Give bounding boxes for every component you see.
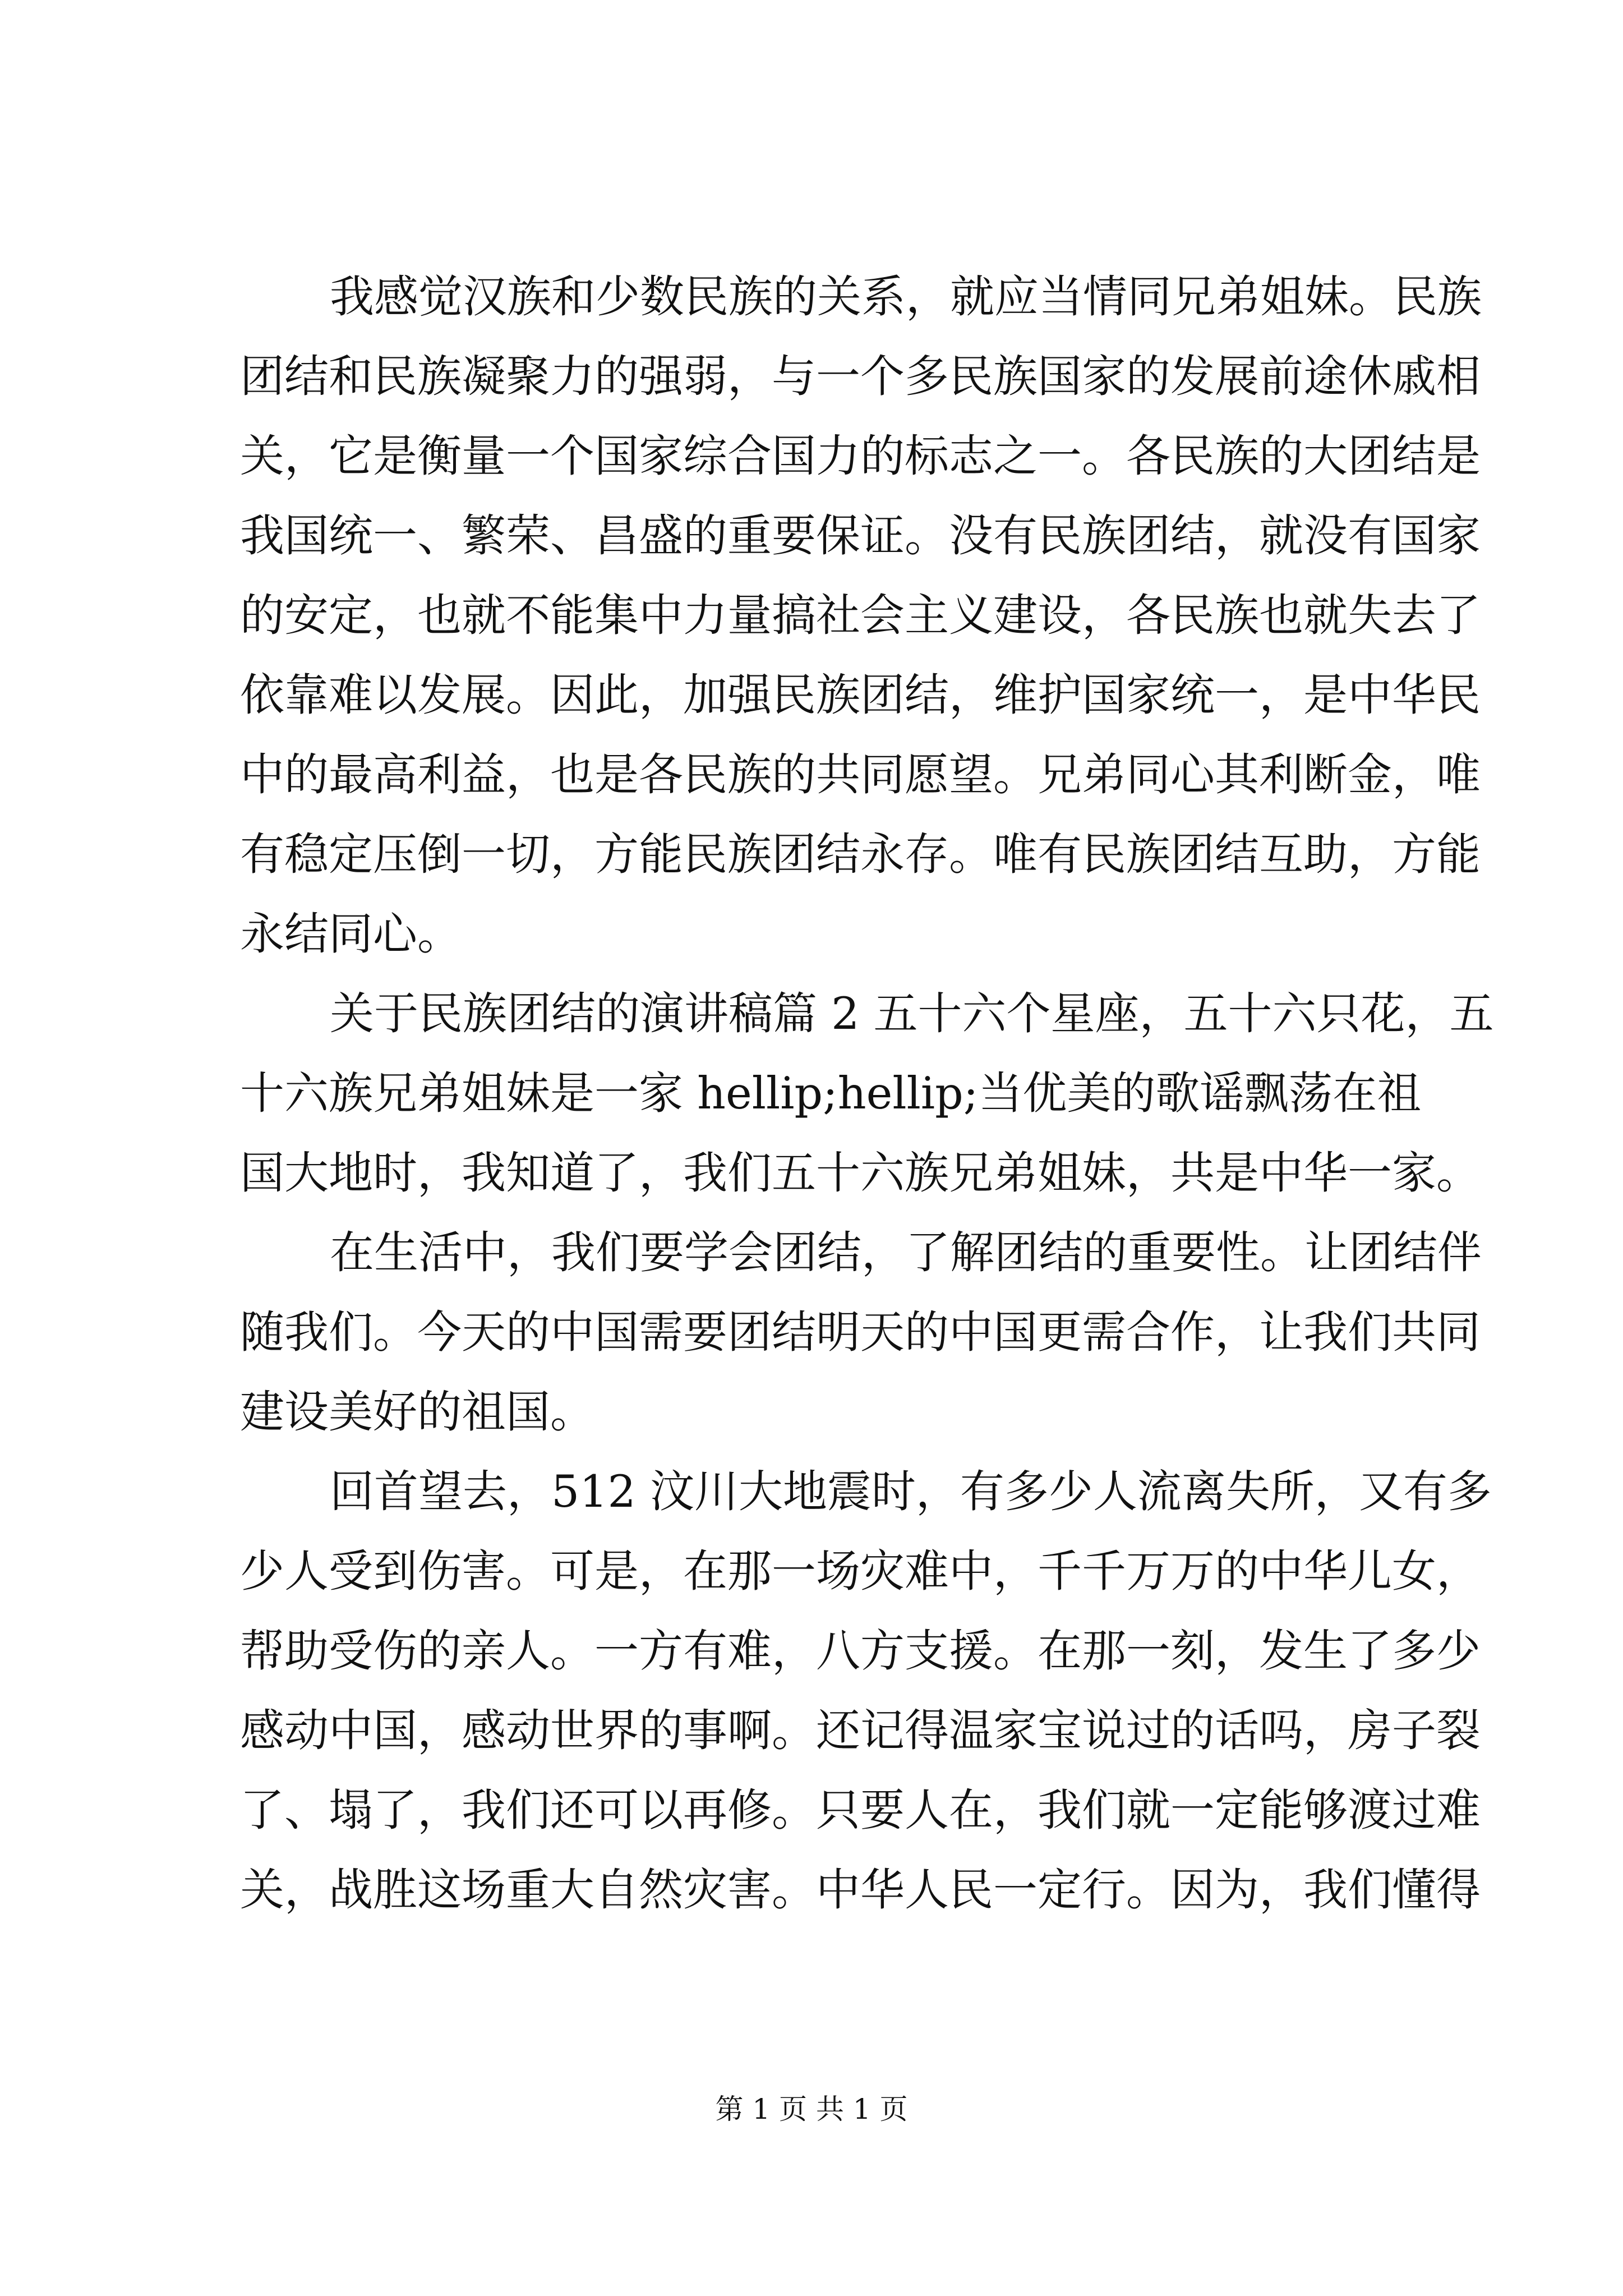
text-line: 关于民族团结的演讲稿篇 2 五十六个星座，五十六只花，五 — [330, 988, 1494, 1039]
text-line: 回首望去，512 汶川大地震时，有多少人流离失所，又有多 — [330, 1466, 1492, 1517]
text-line: 感动中国，感动世界的事啊。还记得温家宝说过的话吗，房子裂 — [240, 1705, 1481, 1756]
text-line: 有稳定压倒一切，方能民族团结永存。唯有民族团结互助，方能 — [240, 829, 1481, 880]
paragraph-4 — [240, 1452, 1492, 1930]
text-line: 的安定，也就不能集中力量搞社会主义建设，各民族也就失去了 — [240, 590, 1481, 641]
text-line: 少人受到伤害。可是，在那一场灾难中，千千万万的中华儿女， — [240, 1545, 1481, 1597]
page-footer: 第 1 页 共 1 页 — [715, 2093, 908, 2125]
text-line: 中的最高利益，也是各民族的共同愿望。兄弟同心其利断金，唯 — [240, 749, 1481, 800]
paragraph-1 — [240, 257, 1482, 974]
text-line: 随我们。今天的中国需要团结明天的中国更需合作，让我们共同 — [240, 1306, 1481, 1358]
paragraph-2 — [240, 974, 1494, 1213]
text-line: 了、塌了，我们还可以再修。只要人在，我们就一定能够渡过难 — [240, 1784, 1481, 1836]
text-line: 国大地时，我知道了，我们五十六族兄弟姐妹，共是中华一家。 — [240, 1147, 1481, 1199]
paragraph-3 — [240, 1213, 1482, 1452]
text-line: 关，它是衡量一个国家综合国力的标志之一。各民族的大团结是 — [240, 430, 1481, 482]
text-line: 我感觉汉族和少数民族的关系，就应当情同兄弟姐妹。民族 — [330, 271, 1482, 323]
text-line: 帮助受伤的亲人。一方有难，八方支援。在那一刻，发生了多少 — [240, 1625, 1481, 1677]
text-line: 团结和民族凝聚力的强弱，与一个多民族国家的发展前途休戚相 — [240, 351, 1481, 402]
text-line: 我国统一、繁荣、昌盛的重要保证。没有民族团结，就没有国家 — [240, 510, 1481, 562]
text-line: 在生活中，我们要学会团结，了解团结的重要性。让团结伴 — [330, 1227, 1482, 1278]
text-line: 依靠难以发展。因此，加强民族团结，维护国家统一，是中华民 — [240, 669, 1481, 721]
text-line: 关，战胜这场重大自然灾害。中华人民一定行。因为，我们懂得 — [240, 1864, 1481, 1916]
text-line: 永结同心。 — [240, 908, 462, 960]
text-line: 建设美好的祖国。 — [240, 1386, 594, 1438]
document-body — [240, 257, 1494, 1930]
text-line: 十六族兄弟姐妹是一家 hellip;hellip;当优美的歌谣飘荡在祖 — [240, 1068, 1422, 1119]
